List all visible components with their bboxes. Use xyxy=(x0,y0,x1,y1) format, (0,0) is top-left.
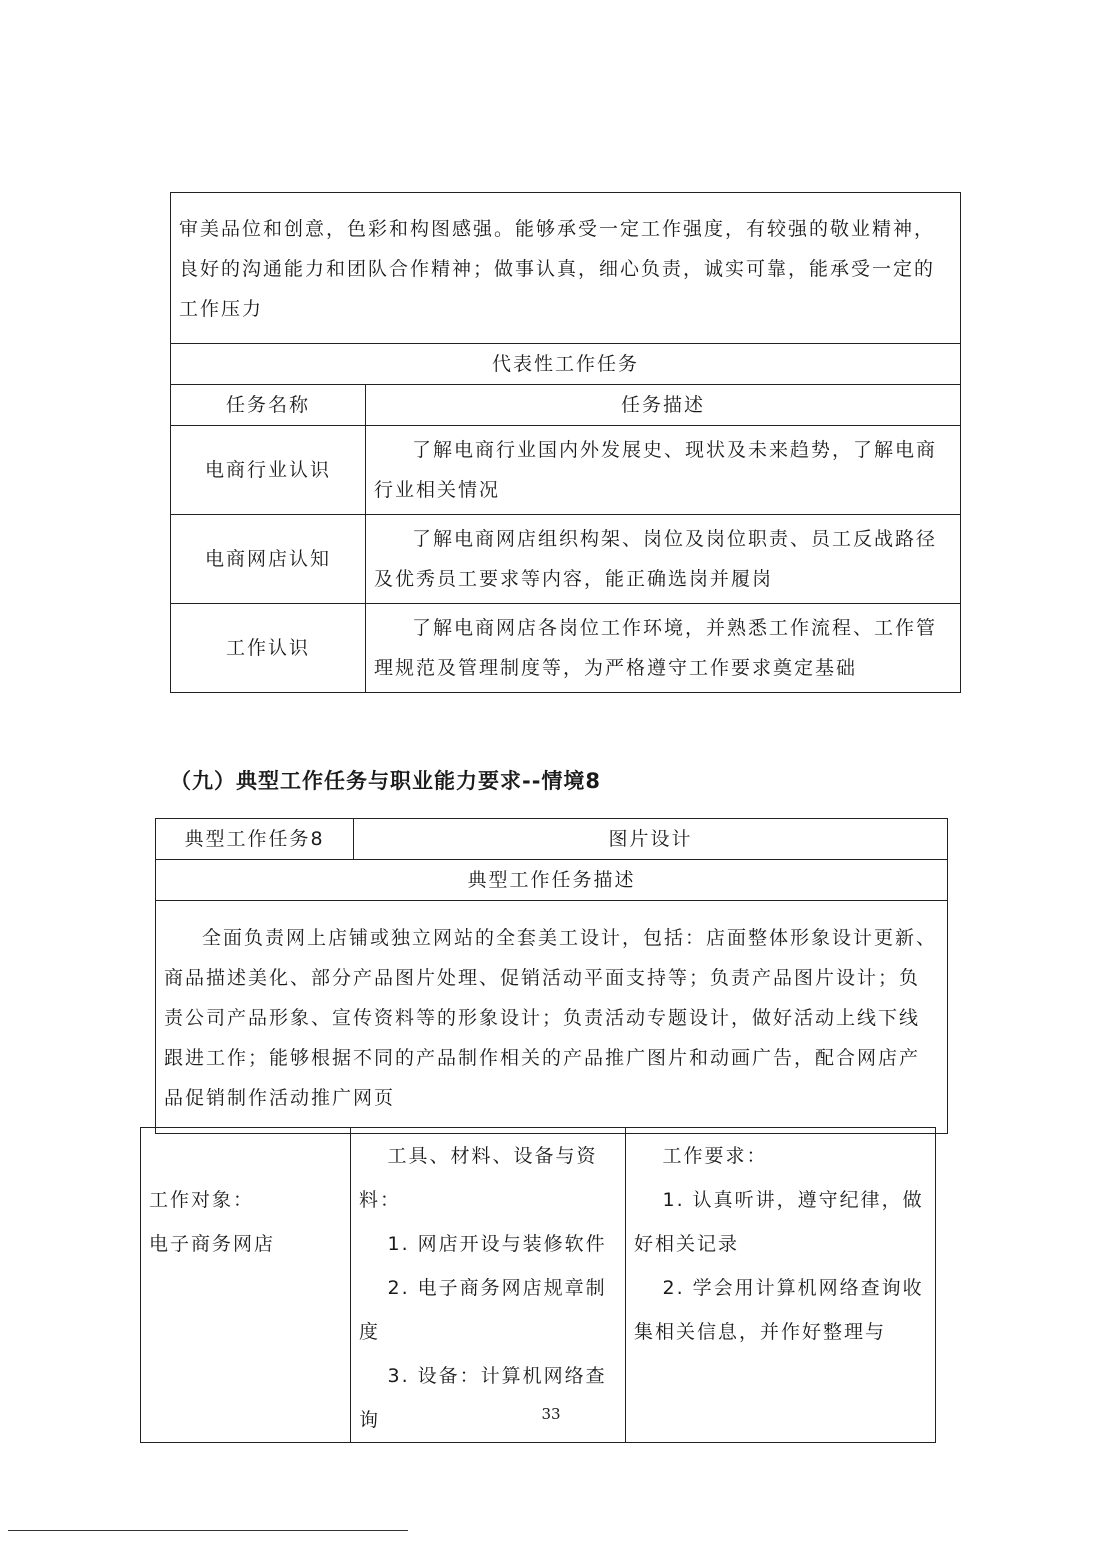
page-number: 33 xyxy=(541,1405,561,1423)
table-representative-tasks xyxy=(170,192,961,693)
description-title: 典型工作任务描述 xyxy=(156,860,948,901)
requirements-item: 2. 学会用计算机网络查询收集相关信息，并作好整理与 xyxy=(634,1277,924,1343)
footer-rule xyxy=(8,1530,408,1531)
table-work-details xyxy=(140,1127,936,1443)
tools-item: 1. 网店开设与装修软件 xyxy=(387,1233,607,1255)
requirements-title: 工作要求： xyxy=(662,1145,768,1167)
description-text: 全面负责网上店铺或独立网站的全套美工设计，包括：店面整体形象设计更新、商品描述美化、部分产品图片处理、促销活动平面支持等；负责产品图片设计；负责公司产品形象、宣传资料等的形象设计；负责活动专题设计，做好活动上线下线跟进工作；能够根据不同的产品制作相关的产品推广图片和动画广告，配合网店产品促销制作活动推广网页 xyxy=(156,901,948,1134)
task-label-cell: 典型工作任务8 xyxy=(156,819,354,860)
table-row xyxy=(171,604,961,693)
requirements-cell xyxy=(626,1128,936,1443)
table-typical-task xyxy=(155,818,948,1134)
tools-item: 2. 电子商务网店规章制度 xyxy=(359,1277,607,1343)
section-heading: （九）典型工作任务与职业能力要求--情境8 xyxy=(170,769,602,793)
task-desc-cell: 了解电商网店各岗位工作环境，并熟悉工作流程、工作管理规范及管理制度等，为严格遵守工作要求奠定基础 xyxy=(366,604,961,693)
table-row xyxy=(171,426,961,515)
column-header-task-desc: 任务描述 xyxy=(366,385,961,426)
table-row xyxy=(171,515,961,604)
task-desc-cell: 了解电商行业国内外发展史、现状及未来趋势，了解电商行业相关情况 xyxy=(366,426,961,515)
requirements-item: 1. 认真听讲，遵守纪律，做好相关记录 xyxy=(634,1189,924,1255)
task-name-cell: 工作认识 xyxy=(171,604,366,693)
section-title: 代表性工作任务 xyxy=(171,344,961,385)
work-object-label: 工作对象： xyxy=(149,1189,255,1211)
tools-item: 3. 设备：计算机网络查询 xyxy=(359,1365,607,1431)
tools-cell xyxy=(351,1128,626,1443)
tools-title: 工具、材料、设备与资料： xyxy=(359,1145,598,1211)
task-name-cell: 电商行业认识 xyxy=(171,426,366,515)
quality-requirements-text: 审美品位和创意，色彩和构图感强。能够承受一定工作强度，有较强的敬业精神，良好的沟通能力和团队合作精神；做事认真，细心负责，诚实可靠，能承受一定的工作压力 xyxy=(171,193,961,344)
task-name-cell: 电商网店认知 xyxy=(171,515,366,604)
task-desc-cell: 了解电商网店组织构架、岗位及岗位职责、员工反战路径及优秀员工要求等内容，能正确选岗并履岗 xyxy=(366,515,961,604)
column-header-task-name: 任务名称 xyxy=(171,385,366,426)
work-object-value: 电子商务网店 xyxy=(149,1233,276,1255)
task-value-cell: 图片设计 xyxy=(354,819,948,860)
work-object-cell xyxy=(141,1128,351,1443)
